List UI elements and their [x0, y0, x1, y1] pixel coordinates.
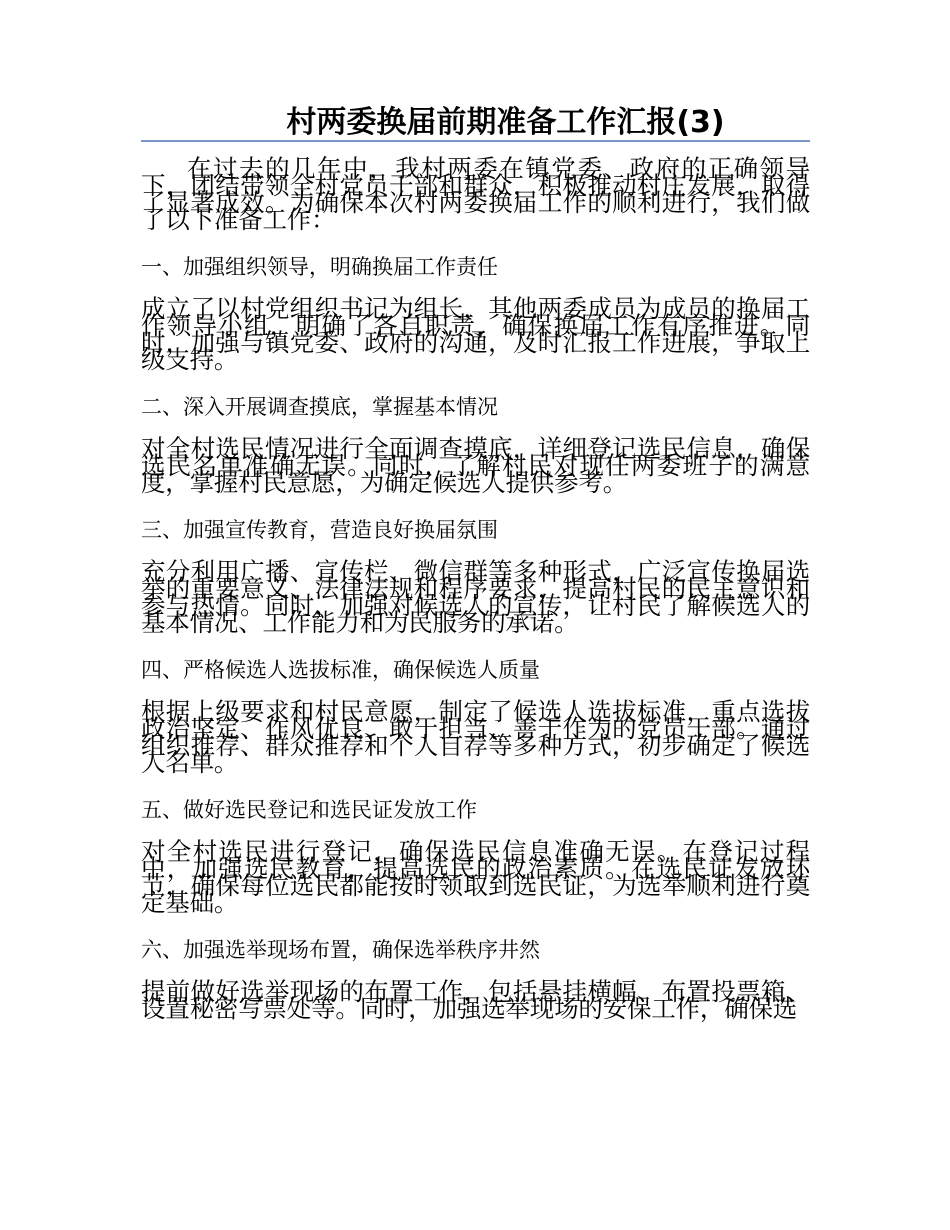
document-body [141, 104, 810, 1039]
section-body-6: 提前做好选举现场的布置工作，包括悬挂横幅、布置投票箱、设置秘密写票处等。同时，加强选举现场的安保工作，确保选 [141, 977, 810, 1023]
section-heading-5: 五、做好选民登记和选民证发放工作 [141, 798, 477, 822]
section-heading-2: 二、深入开展调查摸底，掌握基本情况 [141, 395, 498, 419]
section-heading-6: 六、加强选举现场布置，确保选举秩序井然 [141, 938, 540, 962]
section-heading-1: 一、加强组织领导，明确换届工作责任 [141, 255, 498, 279]
section-body-5: 对全村选民进行登记，确保选民信息准确无误。在登记过程中，加强选民教育，提高选民的政治素质。在选民证发放环节，确保每位选民都能按时领取到选民证，为选举顺利进行奠定基础。 [141, 837, 810, 917]
section-heading-3: 三、加强宣传教育，营造良好换届氛围 [141, 518, 498, 542]
section-body-4: 根据上级要求和村民意愿，制定了候选人选拔标准，重点选拔政治坚定、作风优良、敢于担当、善于作为的党员干部。通过组织推荐、群众推荐和个人自荐等多种方式，初步确定了候选人名单。 [141, 697, 810, 777]
section-heading-4: 四、严格候选人选拔标准，确保候选人质量 [141, 658, 540, 682]
section-body-3: 充分利用广播、宣传栏、微信群等多种形式，广泛宣传换届选举的重要意义、法律法规和程序要求，提高村民的民主意识和参与热情。同时，加强对候选人的宣传，让村民了解候选人的基本情况、工作能力和为民服务的承诺。 [141, 557, 810, 637]
section-body-2: 对全村选民情况进行全面调查摸底，详细登记选民信息，确保选民名单准确无误。同时，了解村民对现任两委班子的满意度，掌握村民意愿，为确定候选人提供参考。 [141, 434, 810, 497]
section-body-1: 成立了以村党组织书记为组长，其他两委成员为成员的换届工作领导小组，明确了各自职责，确保换届工作有序推进。同时，加强与镇党委、政府的沟通，及时汇报工作进展，争取上级支持。 [141, 294, 810, 374]
document-title: 村两委换届前期准备工作汇报(3) [286, 105, 725, 140]
intro-paragraph: 在过去的几年中，我村两委在镇党委、政府的正确领导下，团结带领全村党员干部和群众，积极推动村庄发展，取得了显著成效。为确保本次村两委换届工作的顺利进行，我们做了以下准备工作： [141, 154, 810, 234]
